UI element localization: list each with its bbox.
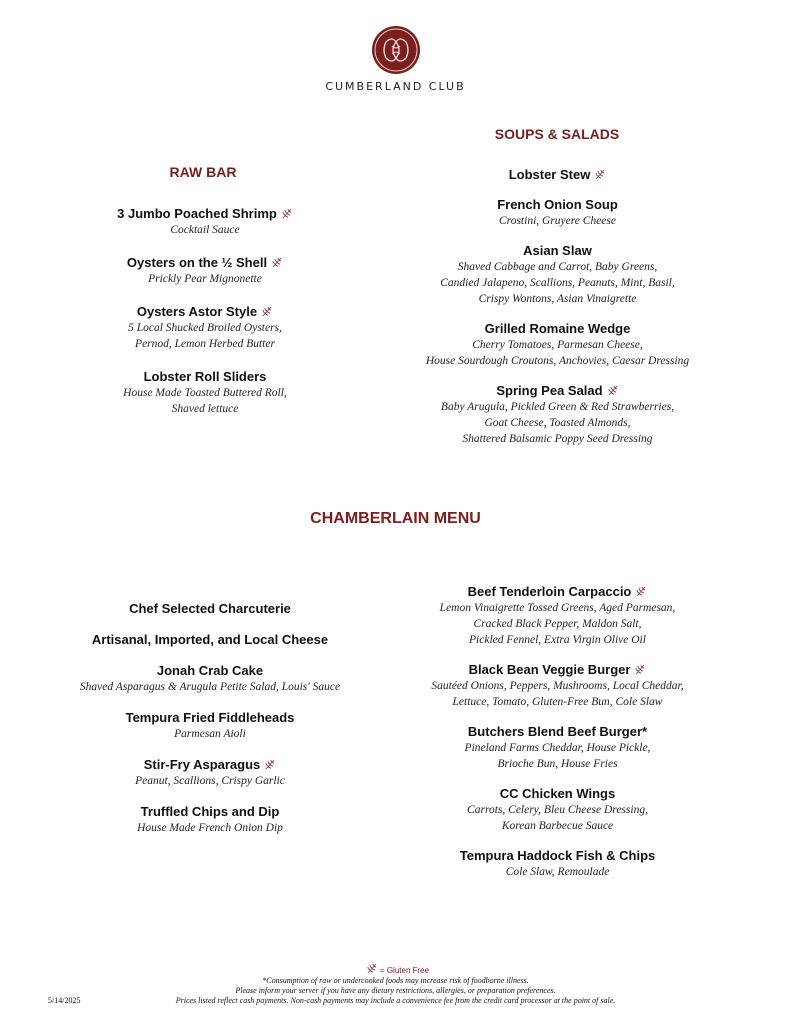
menu-item-name [395, 723, 720, 740]
menu-item-name [60, 254, 350, 271]
menu-item-name-text: Tempura Haddock Fish & Chips [459, 848, 656, 863]
menu-item-name-text: Beef Tenderloin Carpaccio [467, 584, 632, 599]
menu-item-name [60, 303, 350, 320]
wheat-icon [281, 207, 293, 219]
soups-salads-column [395, 166, 720, 460]
chamberlain-right-column [395, 583, 720, 893]
raw-bar-column [60, 205, 350, 433]
menu-item [40, 600, 380, 617]
wheat-icon [261, 305, 273, 317]
menu-item-name-text: Oysters Astor Style [136, 304, 258, 319]
wheat-icon [366, 962, 378, 974]
menu-item-name [40, 709, 380, 726]
menu-item-name [40, 756, 380, 773]
wheat-icon [264, 758, 276, 770]
menu-item-name [40, 600, 380, 617]
menu-item [60, 254, 350, 287]
club-name: CUMBERLAND CLUB [325, 80, 466, 93]
menu-item [60, 303, 350, 352]
menu-item [395, 847, 720, 880]
menu-item-name [395, 847, 720, 864]
chamberlain-left-column [40, 600, 380, 850]
menu-item-description: Goat Cheese, Toasted Almonds, [484, 417, 631, 429]
menu-date: 5/14/2025 [48, 996, 81, 1005]
menu-item-description: Prickly Pear Mignonette [148, 273, 262, 285]
menu-item-name [40, 803, 380, 820]
menu-item-description: Pineland Farms Cheddar, House Pickle, [464, 742, 651, 754]
menu-item-name-text: Asian Slaw [523, 243, 592, 258]
menu-item-name [395, 661, 720, 678]
menu-item-name-text: Oysters on the ½ Shell [126, 255, 268, 270]
gluten-free-legend [0, 962, 791, 976]
menu-item-name [395, 382, 720, 399]
footer-note-2: Please inform your server if you have any dietary restrictions, allergies, or preparation preferences. [235, 986, 556, 995]
soups-salads-title: SOUPS & SALADS [494, 126, 620, 142]
menu-item [395, 723, 720, 772]
menu-item-description: Cracked Black Pepper, Maldon Salt, [473, 618, 642, 630]
menu-item-name-text: Grilled Romaine Wedge [484, 321, 631, 336]
footer-note-3: Prices listed reflect cash payments. Non-cash payments may include a convenience fee from the credit card processor at the point of sale. [175, 996, 616, 1005]
menu-item-description: House Sourdough Croutons, Anchovies, Caesar Dressing [425, 355, 690, 367]
menu-item-description: Crostini, Gruyere Cheese [498, 215, 616, 227]
menu-item-name-text: Stir-Fry Asparagus [143, 757, 261, 772]
menu-item-name-text: Butchers Blend Beef Burger* [467, 724, 648, 739]
menu-item [395, 583, 720, 648]
menu-item-description: Shattered Balsamic Poppy Seed Dressing [462, 433, 653, 445]
menu-item-description: Shaved Asparagus & Arugula Petite Salad, Louis' Sauce [79, 681, 341, 693]
logo-monogram-icon [372, 26, 420, 74]
menu-item-description: Carrots, Celery, Bleu Cheese Dressing, [467, 804, 648, 816]
menu-item-name-text: Black Bean Veggie Burger [468, 662, 631, 677]
menu-item-name-text: Lobster Stew [508, 167, 591, 182]
menu-item-description: 5 Local Shucked Broiled Oysters, [128, 322, 282, 334]
menu-item-description: Crispy Wontons, Asian Vinaigrette [478, 293, 637, 305]
menu-item-name-text: Tempura Fried Fiddleheads [125, 710, 295, 725]
menu-item-name [395, 785, 720, 802]
menu-item-description: Shaved Cabbage and Carrot, Baby Greens, [457, 261, 658, 273]
wheat-icon [271, 256, 283, 268]
menu-item [395, 661, 720, 710]
menu-item [395, 242, 720, 307]
menu-item-description: Pernod, Lemon Herbed Butter [135, 338, 275, 350]
menu-item [395, 785, 720, 834]
menu-item [395, 320, 720, 369]
menu-item-name [395, 196, 720, 213]
menu-item-description: Cocktail Sauce [170, 224, 240, 236]
menu-item [395, 196, 720, 229]
menu-item-name [40, 662, 380, 679]
menu-item-description: Baby Arugula, Pickled Green & Red Strawberries, [440, 401, 675, 413]
menu-item-description: Lemon Vinaigrette Tossed Greens, Aged Parmesan, [439, 602, 676, 614]
menu-item-name-text: Truffled Chips and Dip [140, 804, 280, 819]
menu-item-description: Cherry Tomatoes, Parmesan Cheese, [472, 339, 643, 351]
menu-item-name-text: Spring Pea Salad [496, 383, 603, 398]
menu-item-name [395, 320, 720, 337]
menu-item-name-text: Jonah Crab Cake [156, 663, 264, 678]
menu-item-name [395, 166, 720, 183]
menu-item-description: Cole Slaw, Remoulade [505, 866, 610, 878]
menu-item [40, 709, 380, 742]
menu-footer [0, 962, 791, 1006]
menu-item [395, 166, 720, 183]
menu-item-name [60, 368, 350, 385]
menu-item [40, 756, 380, 789]
menu-item-description: House Made Toasted Buttered Roll, [123, 387, 287, 399]
menu-item [40, 803, 380, 836]
menu-item [395, 382, 720, 447]
menu-item-name-text: Chef Selected Charcuterie [129, 601, 291, 616]
menu-item-name-text: Lobster Roll Sliders [143, 369, 267, 384]
raw-bar-title: RAW BAR [169, 164, 237, 180]
menu-item-description: Pickled Fennel, Extra Virgin Olive Oil [469, 634, 646, 646]
menu-item-description: Candied Jalapeno, Scallions, Peanuts, Mint, Basil, [440, 277, 675, 289]
menu-item [60, 368, 350, 417]
wheat-icon [607, 384, 619, 396]
menu-item-description: Brioche Bun, House Fries [497, 758, 618, 770]
menu-item-name-text: CC Chicken Wings [499, 786, 616, 801]
footer-note-1: *Consumption of raw or undercooked foods may increase risk of foodborne illness. [262, 976, 529, 985]
menu-item-name [395, 242, 720, 259]
chamberlain-menu-title: CHAMBERLAIN MENU [310, 510, 481, 527]
menu-item [60, 205, 350, 238]
menu-item-description: Peanut, Scallions, Crispy Garlic [135, 775, 285, 787]
menu-item-name [395, 583, 720, 600]
wheat-icon [634, 663, 646, 675]
menu-item [40, 662, 380, 695]
club-logo [0, 26, 791, 93]
menu-item-name [60, 205, 350, 222]
menu-item-description: Sautéed Onions, Peppers, Mushrooms, Local Cheddar, [431, 680, 684, 692]
menu-item-description: House Made French Onion Dip [137, 822, 283, 834]
menu-item-description: Shaved lettuce [171, 403, 239, 415]
menu-item-description: Lettuce, Tomato, Gluten-Free Bun, Cole Slaw [452, 696, 663, 708]
menu-item [40, 631, 380, 648]
menu-item-description: Korean Barbecue Sauce [501, 820, 614, 832]
menu-item-name-text: 3 Jumbo Poached Shrimp [117, 206, 277, 221]
menu-item-name-text: French Onion Soup [497, 197, 618, 212]
menu-item-name-text: Artisanal, Imported, and Local Cheese [91, 632, 329, 647]
gluten-free-legend-text: = Gluten Free [379, 966, 430, 975]
menu-item-name [40, 631, 380, 648]
wheat-icon [594, 168, 606, 180]
wheat-icon [635, 585, 647, 597]
menu-item-description: Parmesan Aioli [174, 728, 246, 740]
